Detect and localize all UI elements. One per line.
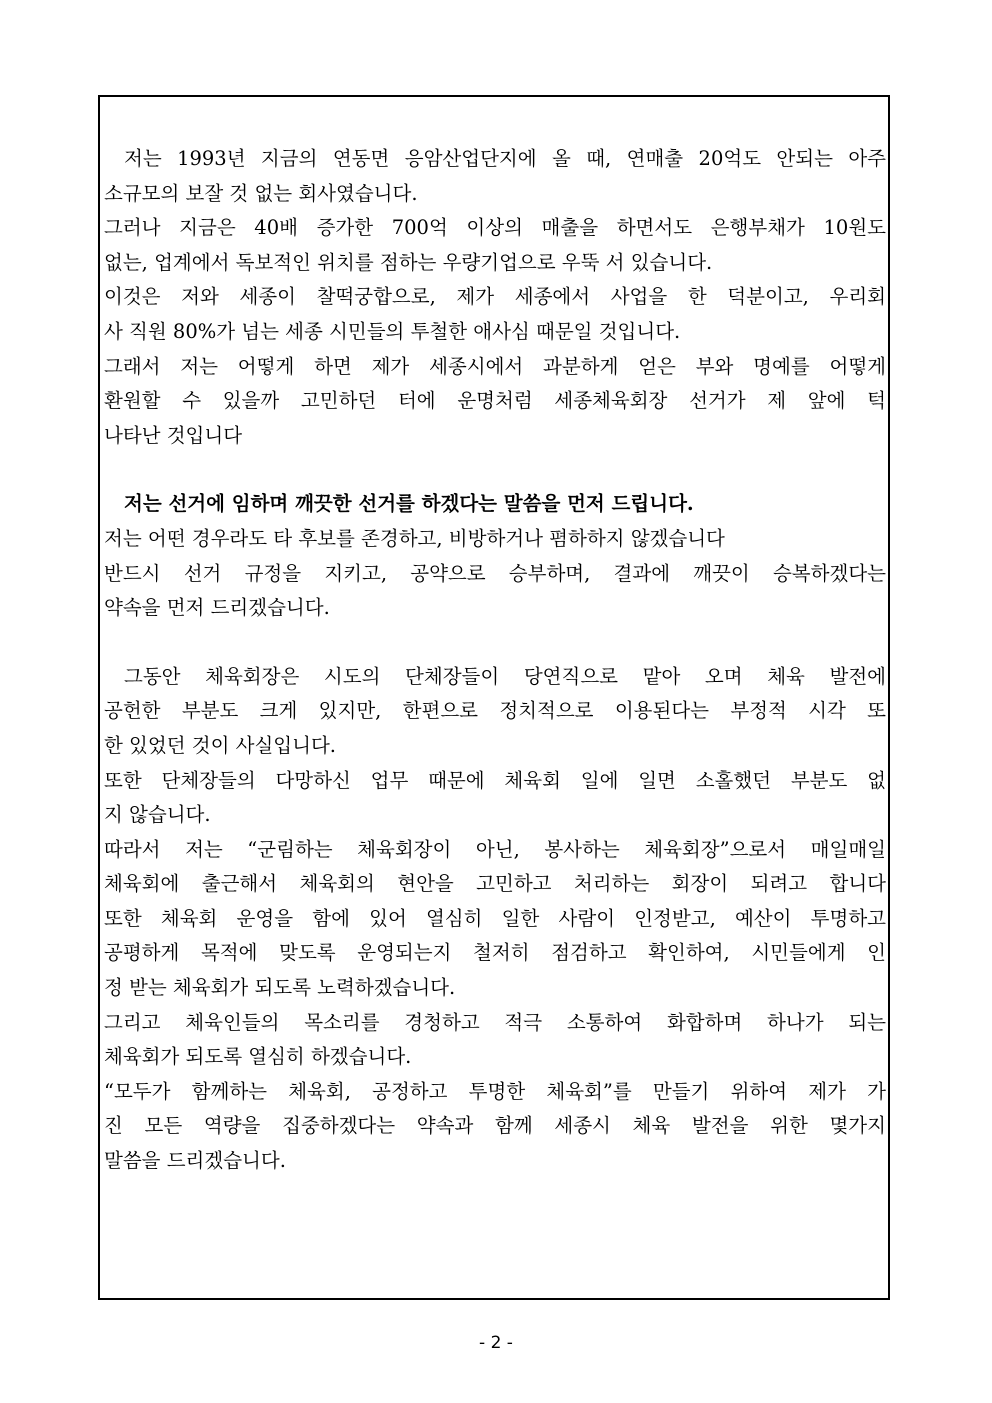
text-line: 이것은 저와 세종이 찰떡궁합으로, 제가 세종에서 사업을 한 덕분이고, 우리회 [104,285,886,309]
text-line: 그러나 지금은 40배 증가한 700억 이상의 매출을 하면서도 은행부채가 10원도 [104,216,886,240]
text-line: 반드시 선거 규정을 지키고, 공약으로 승부하며, 결과에 깨끗이 승복하겠다는 [104,561,886,585]
text-line: 그래서 저는 어떻게 하면 제가 세종시에서 과분하게 얻은 부와 명예를 어떻게 [104,354,886,378]
paragraph-clean-election [104,487,886,625]
text-line: 저는 1993년 지금의 연동면 응암산업단지에 올 때, 연매출 20억도 안되는 아주 [124,147,886,170]
text-line: 저는 어떤 경우라도 타 후보를 존경하고, 비방하거나 폄하하지 않겠습니다 [104,526,725,550]
text-line: 말씀을 드리겠습니다. [104,1149,286,1173]
text-line: 진 모든 역량을 집중하겠다는 약속과 함께 세종시 체육 발전을 위한 몇가지 [104,1114,886,1138]
text-line: 공평하게 목적에 맞도록 운영되는지 철저히 점검하고 확인하여, 시민들에게 인 [104,941,886,965]
text-line: 지 않습니다. [104,803,211,827]
text-line: 또한 체육회 운영을 함에 있어 열심히 일한 사람이 인정받고, 예산이 투명하고 [104,906,886,930]
text-line: 없는, 업계에서 독보적인 위치를 점하는 우량기업으로 우뚝 서 있습니다. [104,250,713,274]
text-line-bold: 저는 선거에 임하며 깨끗한 선거를 하겠다는 말씀을 먼저 드립니다. [124,492,694,516]
text-line: 그동안 체육회장은 시도의 단체장들이 당연직으로 맡아 오며 체육 발전에 [124,664,886,688]
text-line: 사 직원 80%가 넘는 세종 시민들의 투철한 애사심 때문일 것입니다. [104,319,681,343]
text-line: 소규모의 보잘 것 없는 회사였습니다. [104,181,418,205]
page-number: - 2 - [479,1333,513,1353]
document-body [104,142,886,1213]
paragraph-company-history [104,142,886,453]
text-line: 또한 단체장들의 다망하신 업무 때문에 체육회 일에 일면 소홀했던 부분도 없 [104,768,886,792]
text-line: 약속을 먼저 드리겠습니다. [104,596,330,620]
text-line: 체육회에 출근해서 체육회의 현안을 고민하고 처리하는 회장이 되려고 합니다 [104,872,886,896]
text-line: 나타난 것입니다 [104,423,243,447]
text-line: “모두가 함께하는 체육회, 공정하고 투명한 체육회”를 만들기 위하여 제가 가 [104,1079,886,1103]
text-line: 체육회가 되도록 열심히 하겠습니다. [104,1045,412,1069]
text-line: 환원할 수 있을까 고민하던 터에 운명처럼 세종체육회장 선거가 제 앞에 턱 [104,389,886,413]
text-line: 한 있었던 것이 사실입니다. [104,733,337,757]
text-line: 따라서 저는 “군림하는 체육회장이 아닌, 봉사하는 체육회장”으로서 매일매일 [104,837,886,861]
document-frame [98,95,890,1300]
text-line: 그리고 체육인들의 목소리를 경청하고 적극 소통하여 화합하며 하나가 되는 [104,1010,886,1034]
text-line: 정 받는 체육회가 되도록 노력하겠습니다. [104,976,456,1000]
text-line: 공헌한 부분도 크게 있지만, 한편으로 정치적으로 이용된다는 부정적 시각 또 [104,699,886,723]
paragraph-sports-council [104,660,886,1179]
